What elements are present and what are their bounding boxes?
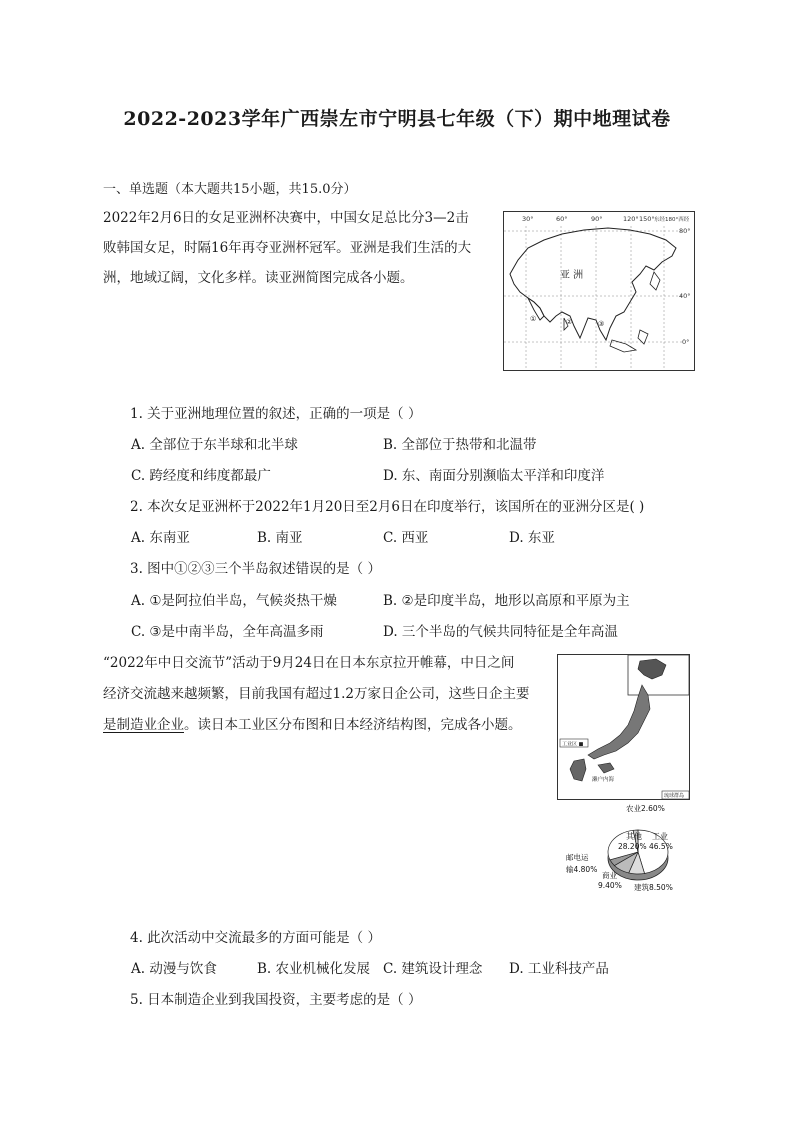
passage-1-line: 败韩国女足，时隔16年再夺亚洲杯冠军。亚洲是我们生活的大 bbox=[103, 240, 472, 256]
question-2-option-b[interactable]: B. 南亚 bbox=[257, 530, 303, 546]
pie-label-industry-value: 46.5% bbox=[649, 842, 673, 851]
lat-label: 0° bbox=[682, 338, 690, 346]
lon-label: 120° bbox=[623, 215, 639, 223]
question-3-option-c[interactable]: C. ③是中南半岛，全年高温多雨 bbox=[131, 624, 324, 640]
lon-label: 60° bbox=[556, 215, 568, 223]
corner-label: 琉球群岛 bbox=[664, 793, 685, 799]
question-2-option-d[interactable]: D. 东亚 bbox=[509, 530, 555, 546]
question-4-option-a[interactable]: A. 动漫与饮食 bbox=[131, 961, 217, 977]
passage-2 bbox=[103, 648, 553, 741]
page-title: 2022-2023学年广西崇左市宁明县七年级（下）期中地理试卷 bbox=[123, 108, 671, 130]
pie-label-post-1: 邮电运 bbox=[566, 853, 589, 862]
lon-label: 30° bbox=[522, 215, 534, 223]
question-2-option-a[interactable]: A. 东南亚 bbox=[131, 530, 190, 546]
passage-2-line: 经济交流越来越频繁，目前我国有超过1.2万家日企公司，这些日企主要 bbox=[103, 686, 530, 702]
lon-label: 90° bbox=[591, 215, 603, 223]
question-4-option-b[interactable]: B. 农业机械化发展 bbox=[257, 961, 371, 977]
question-2-option-c[interactable]: C. 西亚 bbox=[383, 530, 429, 546]
question-1-option-d[interactable]: D. 东、南面分别濒临太平洋和印度洋 bbox=[383, 468, 605, 484]
question-3-option-d[interactable]: D. 三个半岛的气候共同特征是全年高温 bbox=[383, 624, 618, 640]
question-3-stem: 3. 图中①②③三个半岛叙述错误的是（ ） bbox=[130, 561, 381, 577]
region-label: 亚 洲 bbox=[560, 270, 584, 281]
passage-1-line: 洲，地域辽阔，文化多样。读亚洲简图完成各小题。 bbox=[103, 270, 414, 286]
question-3-option-b[interactable]: B. ②是印度半岛，地形以高原和平原为主 bbox=[383, 593, 630, 609]
japan-map-graphic bbox=[558, 655, 689, 799]
marker-1: ① bbox=[530, 315, 537, 323]
question-5-stem: 5. 日本制造企业到我国投资，主要考虑的是（ ） bbox=[130, 992, 422, 1008]
question-1-option-c[interactable]: C. 跨经度和纬度都最广 bbox=[131, 468, 271, 484]
question-4-stem: 4. 此次活动中交流最多的方面可能是（ ） bbox=[130, 930, 381, 946]
passage-2-line bbox=[103, 710, 553, 741]
section-header: 一、单选题（本大题共15小题，共15.0分） bbox=[103, 182, 357, 197]
question-4-option-c[interactable]: C. 建筑设计理念 bbox=[383, 961, 483, 977]
asia-map-graphic bbox=[504, 212, 694, 370]
pie-label-post-2: 输4.80% bbox=[566, 865, 598, 874]
passage-1 bbox=[103, 203, 493, 293]
economy-pie-svg bbox=[560, 800, 690, 900]
pie-label-construction: 建筑8.50% bbox=[634, 883, 673, 892]
marker-2: ② bbox=[566, 318, 573, 326]
question-2-stem: 2. 本次女足亚洲杯于2022年1月20日至2月6日在印度举行，该国所在的亚洲分区是( ) bbox=[130, 499, 645, 515]
passage-2-line: “2022年中日交流节”活动于9月24日在日本东京拉开帷幕，中日之间 bbox=[103, 655, 515, 671]
pie-label-commerce-1: 商业 bbox=[602, 871, 617, 880]
question-1-option-b[interactable]: B. 全部位于热带和北温带 bbox=[383, 437, 537, 453]
lat-label: 80° bbox=[679, 227, 691, 235]
question-3-option-a[interactable]: A. ①是阿拉伯半岛，气候炎热干燥 bbox=[131, 593, 337, 609]
lat-label: 40° bbox=[679, 292, 691, 300]
pie-label-agriculture: 农业2.60% bbox=[626, 804, 665, 813]
pie-label-commerce-2: 9.40% bbox=[598, 881, 622, 890]
city-label: 濑户内海 bbox=[592, 777, 615, 783]
lon-label: 东经180°西经 bbox=[654, 217, 690, 223]
pie-label-industry: 工业 bbox=[652, 832, 668, 841]
japan-legend: 工业区 ■ bbox=[562, 741, 584, 748]
passage-2-text: 。读日本工业区分布图和日本经济结构图，完成各小题。 bbox=[184, 717, 522, 733]
marker-3: ③ bbox=[598, 320, 605, 328]
underlined-text: 是制造业企业 bbox=[103, 717, 184, 733]
question-4-option-d[interactable]: D. 工业科技产品 bbox=[509, 961, 609, 977]
japan-map bbox=[557, 654, 690, 800]
question-1-stem: 1. 关于亚洲地理位置的叙述，正确的一项是（ ） bbox=[130, 406, 422, 422]
pie-label-other-value: 28.20% bbox=[618, 842, 647, 851]
lon-label: 150° bbox=[639, 215, 655, 223]
pie-label-other: 其他 bbox=[626, 832, 642, 841]
question-1-option-a[interactable]: A. 全部位于东半球和北半球 bbox=[131, 437, 298, 453]
asia-map bbox=[503, 211, 695, 371]
passage-1-line: 2022年2月6日的女足亚洲杯决赛中，中国女足总比分3—2击 bbox=[103, 210, 469, 226]
economy-pie-chart bbox=[560, 800, 690, 900]
